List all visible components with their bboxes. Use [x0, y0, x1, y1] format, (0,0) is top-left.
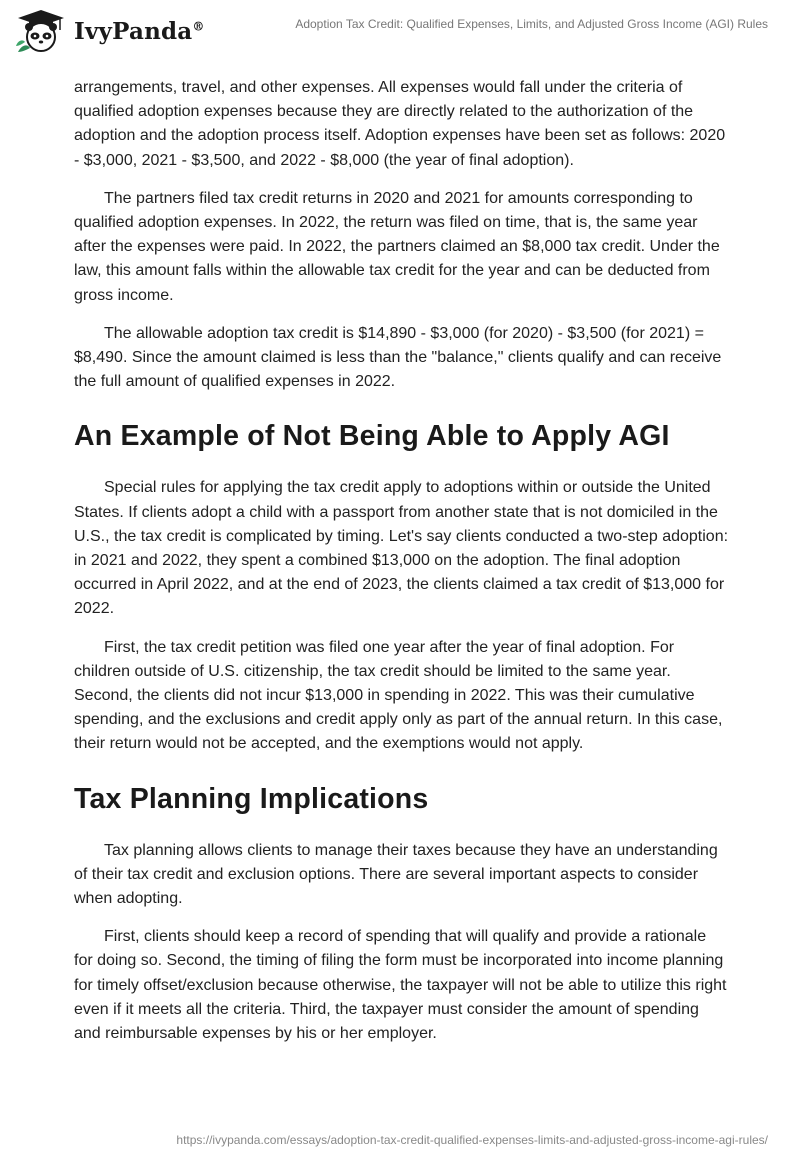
essay-body — [74, 76, 729, 1060]
section-heading: Tax Planning Implications — [74, 782, 429, 815]
logo-wordmark: IvyPanda® — [74, 17, 205, 45]
paragraph: The allowable adoption tax credit is $14,890 - $3,000 (for 2020) - $3,500 (for 2021) = $8,490. Since the amount claimed is less than the "balance," clients qualify and can receive the full amount of qualified expenses in 2022. — [74, 324, 722, 391]
section-heading: An Example of Not Being Able to Apply AGI — [74, 420, 670, 453]
paragraph: The partners filed tax credit returns in 2020 and 2021 for amounts corresponding to qualified adoption expenses. In 2022, the return was filed on time, that is, the same year after the expenses were paid. In 2022, the partners claimed an $8,000 tax credit. Under the law, this amount falls within the allowable tax credit for the year and can be deducted from gross income. — [74, 189, 720, 304]
page-header — [0, 0, 800, 60]
panda-graduate-icon — [14, 8, 68, 54]
paragraph: First, clients should keep a record of spending that will qualify and provide a rationale for doing so. Second, the timing of filing the form must be incorporated into income planning for timely offset/exclusion because otherwise, the taxpayer will not be able to utilize this right even if it meets all the criteria. Third, the taxpayer must consider the amount of spending and reimbursable expenses by his or her employer. — [74, 928, 727, 1043]
paragraph: Special rules for applying the tax credit apply to adoptions within or outside the United States. If clients adopt a child with a passport from another state that is not domiciled in the U.S., the tax credit is complicated by timing. Let's say clients conducted a two-step adoption: in 2021 and 2022, they spent a combined $13,000 on the adoption. The final adoption occurred in April 2022, and at the end of 2023, the clients claimed a tax credit of $13,000 for 2022. — [74, 479, 729, 618]
page-title: Adoption Tax Credit: Qualified Expenses, Limits, and Adjusted Gross Income (AGI) Rules — [295, 17, 768, 31]
paragraph: First, the tax credit petition was filed one year after the year of final adoption. For children outside of U.S. citizenship, the tax credit should be limited to the same year. Second, the clients did not incur $13,000 in spending in 2022. This was their cumulative spending, and the exclusions and credit apply only as part of the annual return. In this case, their return would not be accepted, and the exemptions would not apply. — [74, 638, 723, 753]
paragraph: Tax planning allows clients to manage their taxes because they have an understanding of their tax credit and exclusion options. There are several important aspects to consider when adopting. — [74, 841, 718, 908]
ivypanda-logo[interactable] — [14, 8, 205, 54]
paragraph: arrangements, travel, and other expenses. All expenses would fall under the criteria of qualified adoption expenses because they are directly related to the authorization of the adoption and the adoption process itself. Adoption expenses have been set as follows: 2020 - $3,000, 2021 - $3,500, and 2022 - $8,000 (the year of final adoption). — [74, 79, 726, 169]
source-url[interactable]: https://ivypanda.com/essays/adoption-tax-credit-qualified-expenses-limits-and-adjusted-gross-income-agi-rules/ — [176, 1133, 768, 1147]
